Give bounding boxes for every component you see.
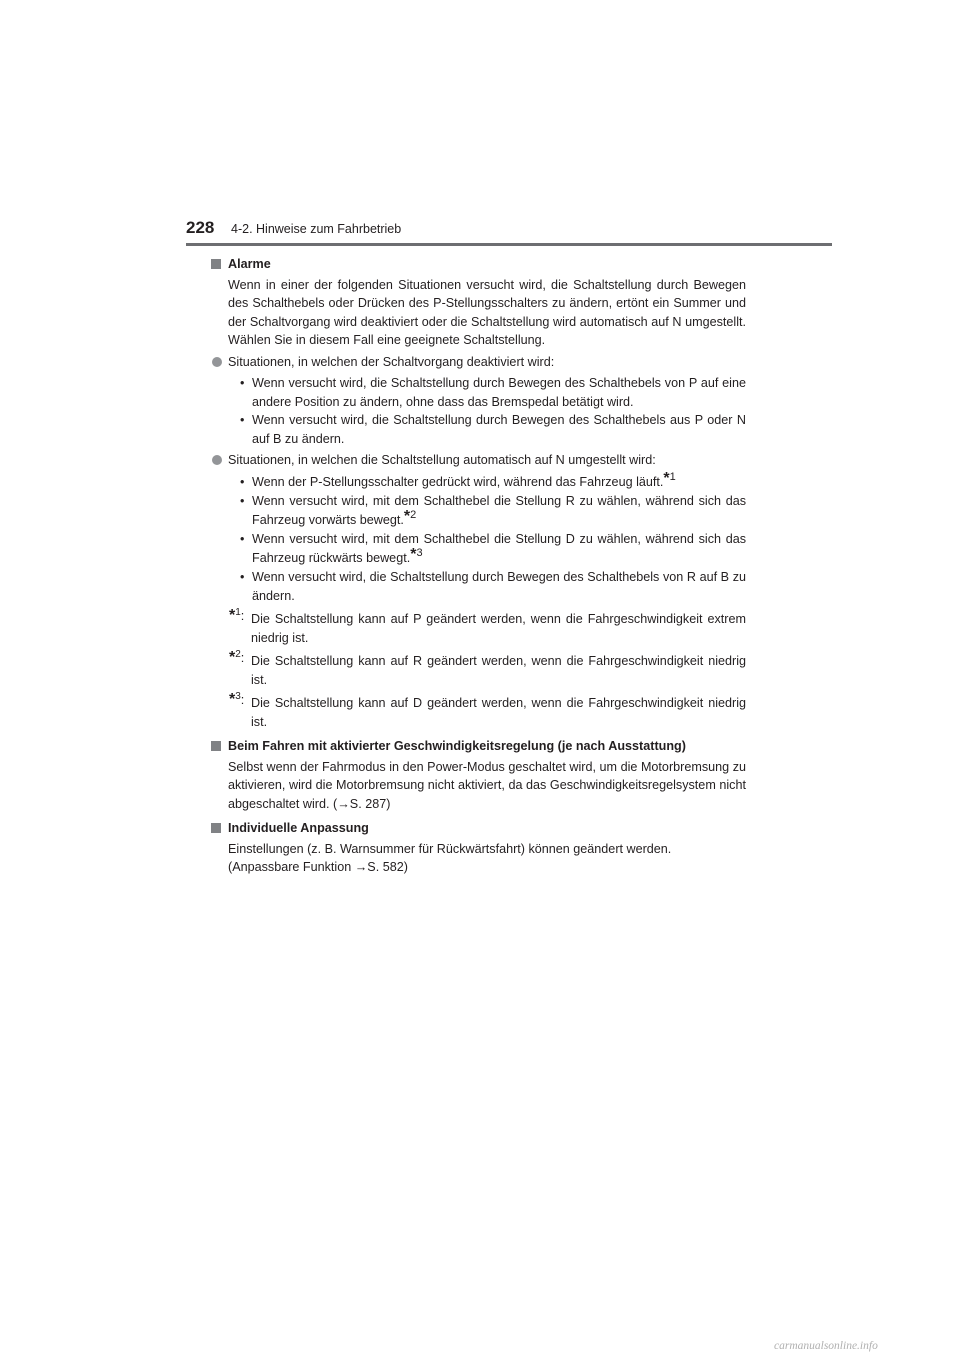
list-item: • Wenn versucht wird, die Schaltstellung durch Bewegen des Schalthebels von R auf B zu ändern. bbox=[240, 570, 746, 603]
square-bullet-icon bbox=[211, 741, 221, 751]
section-alarme bbox=[211, 255, 746, 731]
list-item: • Wenn versucht wird, die Schaltstellung durch Bewegen des Schalthebels aus P oder N auf B zu ändern. bbox=[240, 413, 746, 446]
page-content bbox=[211, 255, 746, 883]
subheading bbox=[211, 451, 746, 470]
watermark: carmanualsonline.info bbox=[774, 1340, 878, 1352]
list-item: • Wenn versucht wird, die Schaltstellung durch Bewegen des Schalthebels von P auf eine andere Position zu ändern, ohne dass das Bremspedal betätigt wird. bbox=[240, 376, 746, 409]
subheading-text: Situationen, in welchen die Schaltstellung automatisch auf N umgestellt wird: bbox=[228, 453, 656, 467]
footnote: *$^1$: Die Schaltstellung kann auf P geändert werden, wenn die Fahrgeschwindigkeit extrem niedrig ist. bbox=[229, 607, 746, 645]
square-bullet-icon bbox=[211, 259, 221, 269]
page-reference: (Anpassbare Funktion →S. 582) bbox=[228, 860, 408, 874]
footnote: *$^3$: Die Schaltstellung kann auf D geändert werden, wenn die Fahrgeschwindigkeit niedrig ist. bbox=[229, 691, 746, 729]
subheading-text: Situationen, in welchen der Schaltvorgang deaktiviert wird: bbox=[228, 354, 555, 369]
section-body: Selbst wenn der Fahrmodus in den Power-Modus geschaltet wird, um die Motorbremsung zu aktivieren, wird die Motorbremsung nicht aktiviert, da das Geschwindigkeitsregelsystem nicht abgeschaltet wird. (→S. 287) bbox=[228, 759, 746, 811]
section-heading-text: Alarme bbox=[228, 257, 271, 271]
footnote-text: Die Schaltstellung kann auf P geändert werden, wenn die Fahrgeschwindigkeit extrem niedrig ist. bbox=[251, 612, 746, 645]
section-heading bbox=[211, 255, 746, 274]
footnote-ref: 3 bbox=[416, 546, 423, 559]
list-item: • Wenn der P-Stellungsschalter gedrückt wird, während das Fahrzeug läuft.*1 bbox=[240, 469, 676, 489]
section-cruise-control bbox=[211, 737, 746, 813]
section-body: Einstellungen (z. B. Warnsummer für Rückwärtsfahrt) können geändert werden. (Anpassbare Funktion →S. 582) bbox=[211, 840, 746, 877]
page-reference: (→S. 287) bbox=[333, 796, 391, 811]
square-bullet-icon bbox=[211, 823, 221, 833]
section-intro: Wenn in einer der folgenden Situationen versucht wird, die Schaltstellung durch Bewegen des Schalthebels oder Drücken des P-Stellungsschalters zu ändern, ertönt ein Summer und der Schaltvorgang wird deaktiviert oder die Schaltstellung wird automatisch auf N umgestellt. Wählen Sie in diesem Fall eine geeignete Schaltstellung. bbox=[228, 277, 746, 347]
list-item: • Wenn versucht wird, mit dem Schalthebel die Stellung R zu wählen, während sich das Fahrzeug vorwärts bewegt.*2 bbox=[240, 494, 746, 527]
footnote-text: Die Schaltstellung kann auf D geändert werden, wenn die Fahrgeschwindigkeit niedrig ist. bbox=[251, 696, 746, 729]
header-divider bbox=[186, 243, 832, 246]
section-heading bbox=[211, 819, 746, 838]
list-item: • Wenn versucht wird, mit dem Schalthebel die Stellung D zu wählen, während sich das Fahrzeug rückwärts bewegt.*3 bbox=[240, 532, 746, 565]
footnote: *$^2$: Die Schaltstellung kann auf R geändert werden, wenn die Fahrgeschwindigkeit niedrig ist. bbox=[229, 649, 746, 687]
section-heading-text: Individuelle Anpassung bbox=[228, 821, 369, 835]
section-customization bbox=[211, 819, 746, 877]
section-title: 4-2. Hinweise zum Fahrbetrieb bbox=[231, 222, 402, 236]
footnote-ref: 2 bbox=[410, 508, 417, 521]
circle-bullet-icon bbox=[212, 455, 222, 465]
subheading bbox=[211, 353, 746, 372]
section-heading-text: Beim Fahren mit aktivierter Geschwindigkeitsregelung (je nach Ausstattung) bbox=[228, 739, 686, 753]
circle-bullet-icon bbox=[212, 357, 222, 367]
section-heading bbox=[211, 737, 746, 756]
bullet-list bbox=[211, 374, 746, 448]
footnote-text: Die Schaltstellung kann auf R geändert werden, wenn die Fahrgeschwindigkeit niedrig ist. bbox=[251, 654, 746, 687]
bullet-list bbox=[211, 469, 746, 606]
footnote-ref: 1 bbox=[669, 470, 676, 483]
page-number: 228 bbox=[186, 218, 215, 237]
